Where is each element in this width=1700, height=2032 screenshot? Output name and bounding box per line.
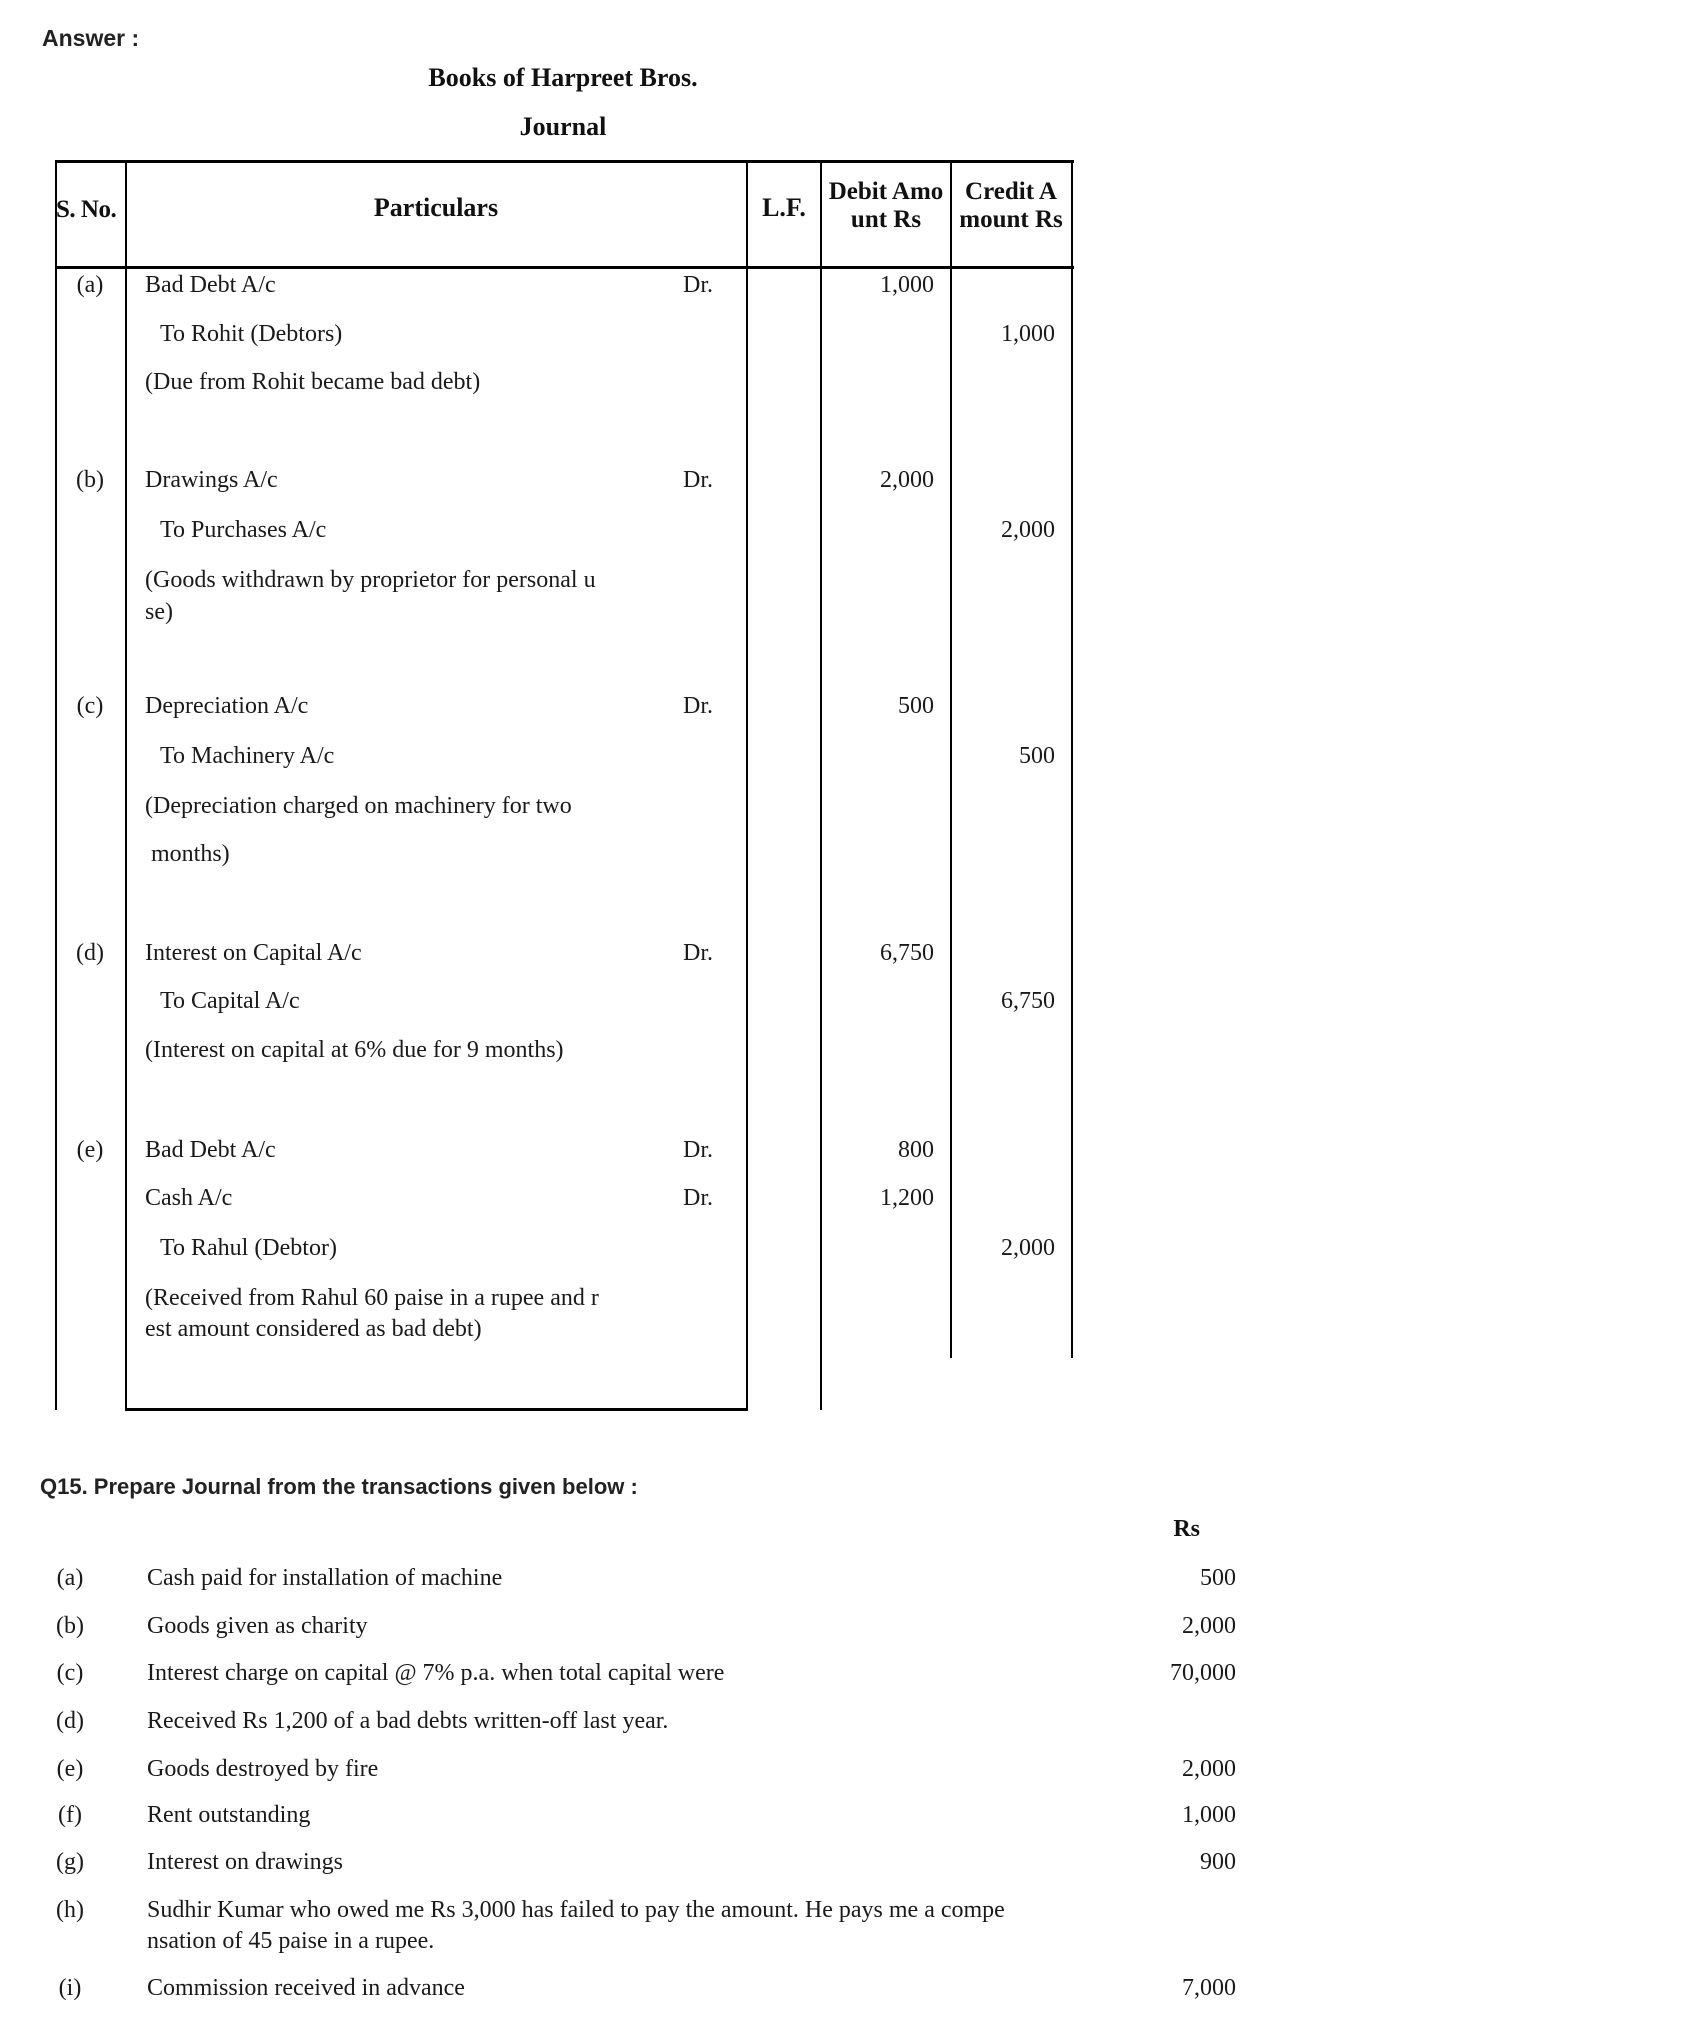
entry-credit-amount: 2,000 — [1001, 517, 1055, 543]
col-divider-lf-debit — [820, 160, 822, 1410]
entry-debit-account: Drawings A/c — [145, 467, 278, 493]
item-label: (a) — [56, 1565, 84, 1591]
header-sno: S. No. — [56, 196, 117, 223]
item-text: Received Rs 1,200 of a bad debts written-off last year. — [147, 1708, 669, 1734]
entry-debit-account: Interest on Capital A/c — [145, 940, 362, 966]
answer-label: Answer : — [42, 25, 140, 51]
col-divider-sno-particulars — [125, 160, 127, 1411]
entry-dr-marker: Dr. — [683, 272, 713, 298]
particulars-bottom-border — [125, 1408, 748, 1411]
entry-sno: (d) — [76, 940, 104, 966]
journal-title: Journal — [519, 112, 607, 141]
item-amount: 500 — [1200, 1565, 1236, 1591]
entry-narration: (Received from Rahul 60 paise in a rupee and r — [145, 1285, 599, 1311]
entry-credit-amount: 1,000 — [1001, 321, 1055, 347]
item-label: (d) — [56, 1708, 84, 1734]
entry-sno: (b) — [76, 467, 104, 493]
question-title: Q15. Prepare Journal from the transactions given below : — [40, 1474, 638, 1499]
header-particulars: Particulars — [373, 193, 499, 222]
entry-credit-account: To Rohit (Debtors) — [160, 321, 343, 347]
entry-debit-account: Cash A/c — [145, 1185, 233, 1211]
item-text: Rent outstanding — [147, 1802, 311, 1828]
entry-narration: (Interest on capital at 6% due for 9 months) — [145, 1037, 564, 1063]
book-title: Books of Harpreet Bros. — [428, 63, 698, 92]
item-label: (c) — [56, 1660, 84, 1686]
entry-credit-account: To Machinery A/c — [160, 743, 335, 769]
table-left-border — [55, 160, 57, 1410]
entry-credit-account: To Capital A/c — [160, 988, 300, 1014]
col-divider-particulars-lf — [746, 160, 748, 1411]
header-credit-line1: Credit A — [965, 178, 1057, 205]
entry-credit-amount: 2,000 — [1001, 1235, 1055, 1261]
header-credit-line2: mount Rs — [959, 206, 1063, 233]
entry-narration: (Depreciation charged on machinery for two — [145, 793, 572, 819]
header-lf: L.F. — [762, 193, 806, 222]
entry-narration: (Due from Rohit became bad debt) — [145, 369, 481, 395]
item-amount: 2,000 — [1182, 1756, 1236, 1782]
item-text-cont: nsation of 45 paise in a rupee. — [147, 1928, 435, 1954]
entry-debit-account: Bad Debt A/c — [145, 272, 276, 298]
item-amount: 7,000 — [1182, 1975, 1236, 2001]
entry-sno: (e) — [76, 1137, 104, 1163]
item-amount: 2,000 — [1182, 1613, 1236, 1639]
entry-debit-amount: 1,000 — [880, 272, 934, 298]
item-text: Goods given as charity — [147, 1613, 368, 1639]
item-text: Goods destroyed by fire — [147, 1756, 379, 1782]
entry-credit-amount: 500 — [1019, 743, 1055, 769]
entry-debit-account: Bad Debt A/c — [145, 1137, 276, 1163]
item-text: Cash paid for installation of machine — [147, 1565, 503, 1591]
entry-credit-amount: 6,750 — [1001, 988, 1055, 1014]
table-right-border — [1071, 160, 1073, 1358]
item-label: (i) — [58, 1975, 82, 2001]
item-label: (e) — [56, 1756, 84, 1782]
entry-debit-amount: 800 — [898, 1137, 934, 1163]
entry-debit-amount: 500 — [898, 693, 934, 719]
amount-header: Rs — [1173, 1516, 1200, 1542]
entry-narration-cont: se) — [145, 599, 173, 625]
item-label: (f) — [58, 1802, 82, 1828]
item-text: Sudhir Kumar who owed me Rs 3,000 has failed to pay the amount. He pays me a compe — [147, 1897, 1005, 1923]
table-header-divider — [55, 266, 1074, 269]
entry-sno: (a) — [76, 272, 104, 298]
entry-narration: (Goods withdrawn by proprietor for personal u — [145, 567, 596, 593]
item-label: (b) — [56, 1613, 84, 1639]
entry-debit-amount: 1,200 — [880, 1185, 934, 1211]
entry-narration-cont: months) — [151, 841, 230, 867]
entry-sno: (c) — [76, 693, 104, 719]
entry-dr-marker: Dr. — [683, 693, 713, 719]
item-label: (g) — [56, 1849, 84, 1875]
header-debit-line2: unt Rs — [850, 206, 922, 233]
entry-credit-account: To Purchases A/c — [160, 517, 327, 543]
entry-debit-amount: 2,000 — [880, 467, 934, 493]
item-amount: 70,000 — [1170, 1660, 1236, 1686]
entry-narration-cont: est amount considered as bad debt) — [145, 1316, 482, 1342]
entry-dr-marker: Dr. — [683, 1185, 713, 1211]
item-text: Interest charge on capital @ 7% p.a. when total capital were — [147, 1660, 725, 1686]
col-divider-debit-credit — [950, 160, 952, 1358]
table-top-border — [55, 160, 1074, 163]
entry-debit-account: Depreciation A/c — [145, 693, 309, 719]
item-text: Interest on drawings — [147, 1849, 343, 1875]
entry-dr-marker: Dr. — [683, 467, 713, 493]
header-debit-line1: Debit Amo — [828, 178, 944, 205]
entry-dr-marker: Dr. — [683, 1137, 713, 1163]
item-label: (h) — [56, 1897, 84, 1923]
item-amount: 1,000 — [1182, 1802, 1236, 1828]
entry-dr-marker: Dr. — [683, 940, 713, 966]
entry-credit-account: To Rahul (Debtor) — [160, 1235, 337, 1261]
item-text: Commission received in advance — [147, 1975, 465, 2001]
item-amount: 900 — [1200, 1849, 1236, 1875]
entry-debit-amount: 6,750 — [880, 940, 934, 966]
